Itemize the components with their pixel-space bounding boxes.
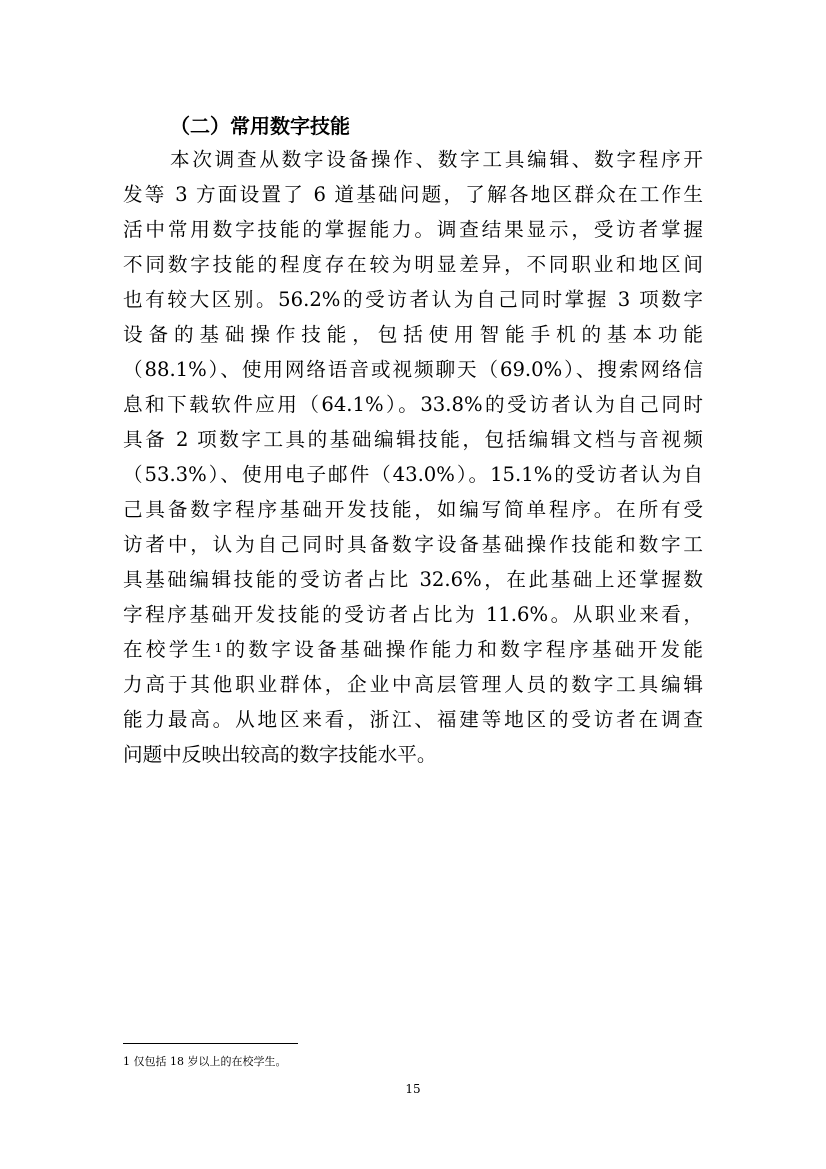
paragraph-line: 发等 3 方面设置了 6 道基础问题，了解各地区群众在工作生 — [123, 183, 703, 206]
page-number: 15 — [405, 1082, 421, 1096]
paragraph-line: 不同数字技能的程度存在较为明显差异，不同职业和地区间 — [123, 253, 703, 276]
paragraph-line: 具备 2 项数字工具的基础编辑技能，包括编辑文档与音视频 — [123, 428, 703, 451]
paragraph-line: 己具备数字程序基础开发技能，如编写简单程序。在所有受 — [123, 498, 703, 521]
section-heading: （二）常用数字技能 — [170, 114, 350, 138]
paragraph-line: 力高于其他职业群体，企业中高层管理人员的数字工具编辑 — [123, 673, 703, 696]
footnote-marker: 1 — [214, 641, 223, 655]
paragraph-line: 活中常用数字技能的掌握能力。调查结果显示，受访者掌握 — [123, 218, 703, 241]
footnote-text: 1 仅包括 18 岁以上的在校学生。 — [123, 1055, 287, 1068]
paragraph-line-text: 在校学生 — [123, 638, 215, 661]
paragraph-line: 访者中，认为自己同时具备数字设备基础操作技能和数字工 — [123, 533, 703, 556]
paragraph-line — [123, 635, 703, 665]
paragraph-line: 息和下载软件应用（64.1%）。33.8%的受访者认为自己同时 — [123, 393, 703, 416]
paragraph-line: （88.1%）、使用网络语音或视频聊天（69.0%）、搜索网络信 — [123, 358, 703, 381]
paragraph-line: 本次调查从数字设备操作、数字工具编辑、数字程序开 — [170, 148, 703, 171]
paragraph-line: 能力最高。从地区来看，浙江、福建等地区的受访者在调查 — [123, 708, 703, 731]
paragraph-line-text: 的数字设备基础操作能力和数字程序基础开发能 — [222, 638, 703, 661]
footnote-divider — [123, 1043, 298, 1044]
paragraph-line: 设备的基础操作技能，包括使用智能手机的基本功能 — [123, 323, 703, 346]
paragraph-line: 也有较大区别。56.2%的受访者认为自己同时掌握 3 项数字 — [123, 288, 703, 311]
paragraph-line: （53.3%）、使用电子邮件（43.0%）。15.1%的受访者认为自 — [123, 463, 703, 486]
paragraph-line: 问题中反映出较高的数字技能水平。 — [123, 743, 437, 766]
paragraph-line: 具基础编辑技能的受访者占比 32.6%，在此基础上还掌握数 — [123, 568, 703, 591]
paragraph-line: 字程序基础开发技能的受访者占比为 11.6%。从职业来看， — [123, 603, 703, 626]
